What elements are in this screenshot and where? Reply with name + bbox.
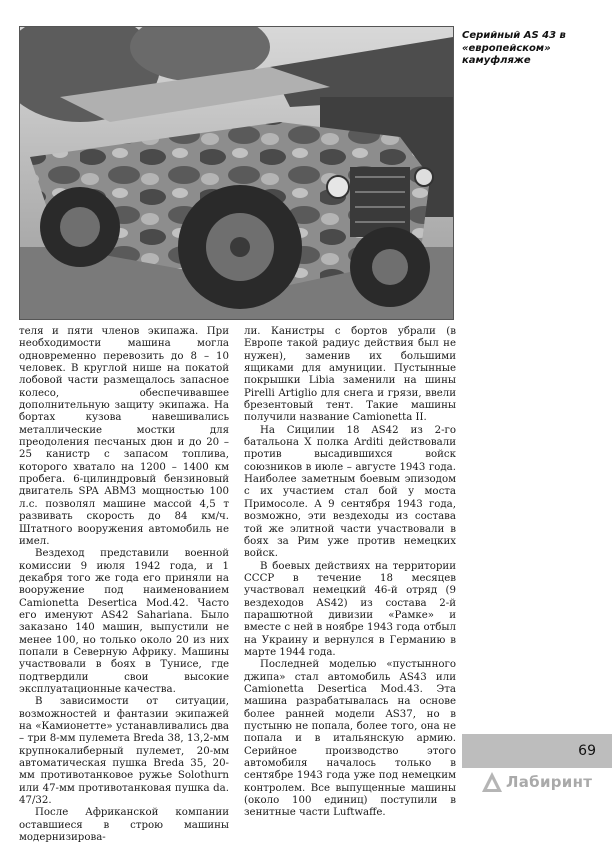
photo-caption xyxy=(462,30,602,68)
watermark-text: Лабиринт xyxy=(506,773,593,791)
paragraph: На Сицилии 18 AS42 из 2-го батальона X полка Arditi действовали против высадившихся войск союзников в июле – августе 1943 года. Наиболее заметным боевым эпизодом с их участием стал бой у моста Примосоле. А 9 сентября 1943 года, возможно, эти вездеходы из состава той же элитной части участвовали в боях за Рим уже против немецких войск. xyxy=(244,424,456,560)
paragraph: В боевых действиях на территории СССР в течение 18 месяцев участвовал немецкий 46-й отряд (9 вездеходов AS42) из состава 2-й парашютной дивизии «Рамке» и вместе с ней в ноябре 1943 года отбыл на Украину и вернулся в Германию в марте 1944 года. xyxy=(244,560,456,658)
text-column-left xyxy=(19,326,229,844)
page-number-bar xyxy=(462,734,612,768)
paragraph: теля и пяти членов экипажа. При необходимости машина могла одновременно перевозить до 8 – 10 человек. В круглой нише на покатой лобовой части размещалось запасное колесо, обеспечивавшее дополнительную защиту экипажа. На бортах кузова навешивались металлические мостки для преодоления песчаных дюн и до 20 – 25 канистр с запасом топлива, которого хватало на 1200 – 1400 км пробега. 6-цилиндровый бензиновый двигатель SPA ABM3 мощностью 100 л.с. позволял машине массой 4,5 т развивать скорость до 84 км/ч. Штатного вооружения автомобиль не имел. xyxy=(19,326,229,547)
paragraph: После Африканской компании оставшиеся в строю машины модернизирова- xyxy=(19,807,229,844)
paragraph: Вездеход представили военной комиссии 9 июля 1942 года, и 1 декабря того же года его приняли на вооружение под наименованием Camionetta Desertica Mod.42. Часто его именуют AS42 Sahariana. Было заказано 140 машин, выпустили не менее 100, но только около 20 из них попали в Северную Африку. Машины участвовали в боях в Тунисе, где подтвердили свои высокие эксплуатационные качества. xyxy=(19,548,229,695)
caption-line-1: Серийный AS 43 в xyxy=(462,30,566,41)
labirint-logo-icon xyxy=(480,770,504,794)
paragraph: В зависимости от ситуации, возможностей и фантазии экипажей на «Камионетте» устанавливались два – три 8-мм пулемета Breda 38, 13,2-мм крупнокалиберный пулемет, 20-мм автоматическая пушка Breda 35, 20-мм противотанковое ружье Solothurn или 47-мм противотанковая пушка da. 47/32. xyxy=(19,696,229,807)
paragraph: Последней моделью «пустынного джипа» стал автомобиль AS43 или Camionetta Desertica Mod.43. Эта машина разрабатывалась на основе более ранней модели AS37, но в пустыню не попала, более того, она не попала и в итальянскую армию. Серийное производство этого автомобиля началось только в сентябре 1943 года уже под немецким контролем. Все выпущенные машины (около 100 единиц) поступили в зенитные части Luftwaffe. xyxy=(244,659,456,819)
page-number: 69 xyxy=(578,743,596,759)
vehicle-photo xyxy=(19,26,454,320)
caption-line-2: «европейском» камуфляже xyxy=(462,42,551,66)
watermark xyxy=(480,768,605,796)
paragraph: ли. Канистры с бортов убрали (в Европе такой радиус действия был не нужен), заменив их большими ящиками для амуниции. Пустынные покрышки Libia заменили на шины Pirelli Artiglio для снега и грязи, ввели брезентовый тент. Такие машины получили название Camionetta II. xyxy=(244,326,456,424)
text-column-right xyxy=(244,326,456,820)
